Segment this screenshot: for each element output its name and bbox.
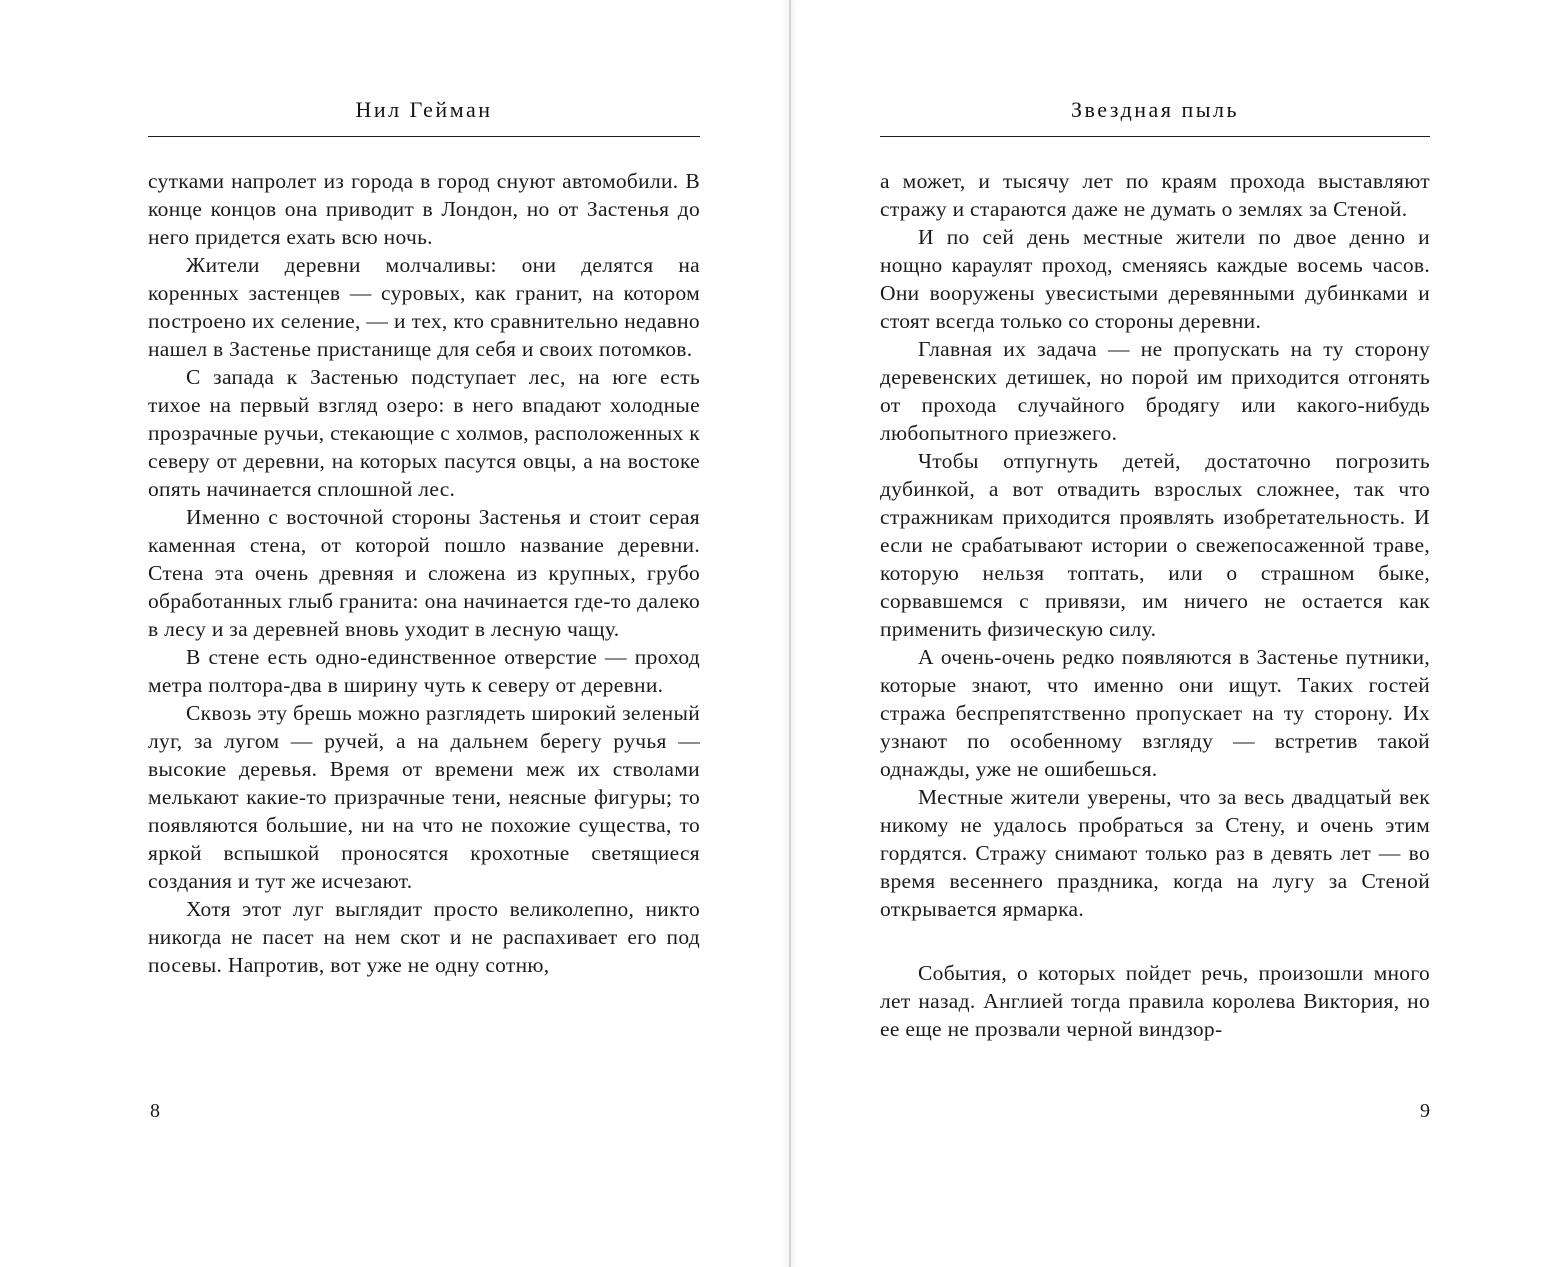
paragraph: А очень-очень редко появляются в Застенье путники, которые знают, что именно они ищут. Таких гостей стража беспрепятственно пропускает на ту сторону. Их узнают по особенному взгляду — встретив такой однажды, уже не ошибешься. — [880, 645, 1430, 781]
left-header-rule — [148, 136, 700, 137]
paragraph: События, о которых пойдет речь, произошли много лет назад. Англией тогда правила королева Виктория, но ее еще не прозвали черной виндзор- — [880, 961, 1430, 1041]
page-gutter-shadow — [789, 0, 791, 1267]
right-header-rule — [880, 136, 1430, 137]
paragraph: В стене есть одно-единственное отверстие — проход метра полтора-два в ширину чуть к северу от деревни. — [148, 645, 700, 697]
paragraph: Главная их задача — не пропускать на ту сторону деревенских детишек, но порой им приходится отгонять от прохода случайного бродягу или какого-нибудь любопытного приезжего. — [880, 337, 1430, 445]
left-running-head — [148, 97, 700, 137]
page-right — [880, 97, 1430, 1043]
paragraph: Хотя этот луг выглядит просто великолепно, никто никогда не пасет на нем скот и не распахивает его под посевы. Напротив, вот уже не одну сотню, — [148, 897, 700, 977]
paragraph: Жители деревни молчаливы: они делятся на коренных застенцев — суровых, как гранит, на котором построено их селение, — и тех, кто сравнительно недавно нашел в Застенье пристанище для себя и своих потомков. — [148, 253, 700, 361]
right-page-text — [880, 167, 1430, 1043]
paragraph: И по сей день местные жители по двое денно и нощно караулят проход, сменяясь каждые восемь часов. Они вооружены увесистыми деревянными дубинками и стоят всегда только со стороны деревни. — [880, 225, 1430, 333]
paragraph: Именно с восточной стороны Застенья и стоит серая каменная стена, от которой пошло название деревни. Стена эта очень древняя и сложена из крупных, грубо обработанных глыб гранита: она начинается где-то далеко в лесу и за деревней вновь уходит в лесную чащу. — [148, 505, 700, 641]
paragraph: Местные жители уверены, что за весь двадцатый век никому не удалось пробраться за Стену, и очень этим гордятся. Стражу снимают только раз в девять лет — во время весеннего праздника, когда на лугу за Стеной открывается ярмарка. — [880, 785, 1430, 921]
paragraph: сутками напролет из города в город снуют автомобили. В конце концов она приводит в Лондон, но от Застенья до него придется ехать всю ночь. — [148, 169, 700, 249]
paragraph: Сквозь эту брешь можно разглядеть широкий зеленый луг, за лугом — ручей, а на дальнем берегу ручья — высокие деревья. Время от времени меж их стволами мелькают какие-то призрачные тени, неясные фигуры; то появляются большие, ни на что не похожие существа, то яркой вспышкой проносятся крохотные светящиеся создания и тут же исчезают. — [148, 701, 700, 893]
left-page-text — [148, 167, 700, 979]
left-header-title: Нил Гейман — [355, 97, 493, 122]
paragraph: а может, и тысячу лет по краям прохода выставляют стражу и стараются даже не думать о землях за Стеной. — [880, 169, 1430, 221]
right-running-head — [880, 97, 1430, 137]
paragraph: С запада к Застенью подступает лес, на юге есть тихое на первый взгляд озеро: в него впадают холодные прозрачные ручьи, стекающие с холмов, расположенных к северу от деревни, на которых пасутся овцы, а на востоке опять начинается сплошной лес. — [148, 365, 700, 501]
page-left — [148, 97, 700, 979]
left-page-number: 8 — [150, 1100, 160, 1122]
right-header-title: Звездная пыль — [1070, 97, 1240, 122]
paragraph: Чтобы отпугнуть детей, достаточно погрозить дубинкой, а вот отвадить взрослых сложнее, так что стражникам приходится проявлять изобретательность. И если не срабатывают истории о свежепосаженной траве, которую нельзя топтать, или о страшном быке, сорвавшемся с привязи, им ничего не остается как применить физическую силу. — [880, 449, 1430, 641]
right-page-number: 9 — [1420, 1100, 1430, 1122]
